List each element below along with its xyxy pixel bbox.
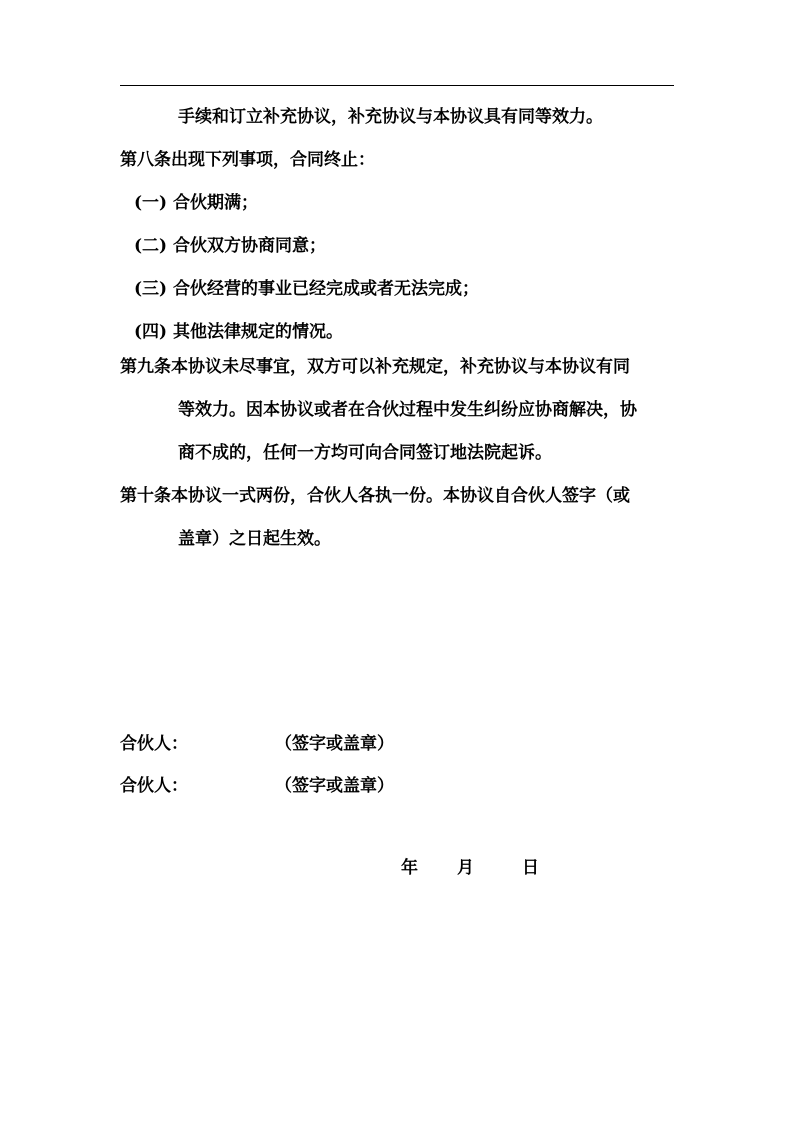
partner-signature-label: 合伙人：: [120, 776, 188, 796]
article-10-line: 第十条本协议一式两份，合伙人各执一份。本协议自合伙人签字（或: [120, 486, 630, 506]
article-8-item: (一) 合伙期满；: [134, 193, 259, 213]
date-month: 月: [457, 858, 474, 878]
article-8-item: (二) 合伙双方协商同意；: [134, 236, 327, 256]
article-8-item: (三) 合伙经营的事业已经完成或者无法完成；: [134, 279, 480, 299]
article-8-item: (四) 其他法律规定的情况。: [134, 322, 344, 342]
article-9-line: 商不成的，任何一方均可向合同签订地法院起诉。: [178, 443, 552, 463]
continuation-line: 手续和订立补充协议，补充协议与本协议具有同等效力。: [178, 107, 603, 127]
partner-signature-label: 合伙人：: [120, 734, 188, 754]
date-day: 日: [522, 858, 539, 878]
date-year: 年: [401, 858, 418, 878]
article-9-line: 第九条本协议未尽事宜，双方可以补充规定，补充协议与本协议有同: [120, 357, 630, 377]
article-8-heading: 第八条出现下列事项，合同终止：: [120, 150, 375, 170]
article-9-line: 等效力。因本协议或者在合伙过程中发生纠纷应协商解决，协: [178, 400, 637, 420]
partner-signature-note: （签字或盖章）: [275, 776, 394, 796]
header-rule: [120, 85, 674, 86]
partner-signature-note: （签字或盖章）: [275, 734, 394, 754]
article-10-line: 盖章）之日起生效。: [178, 529, 331, 549]
